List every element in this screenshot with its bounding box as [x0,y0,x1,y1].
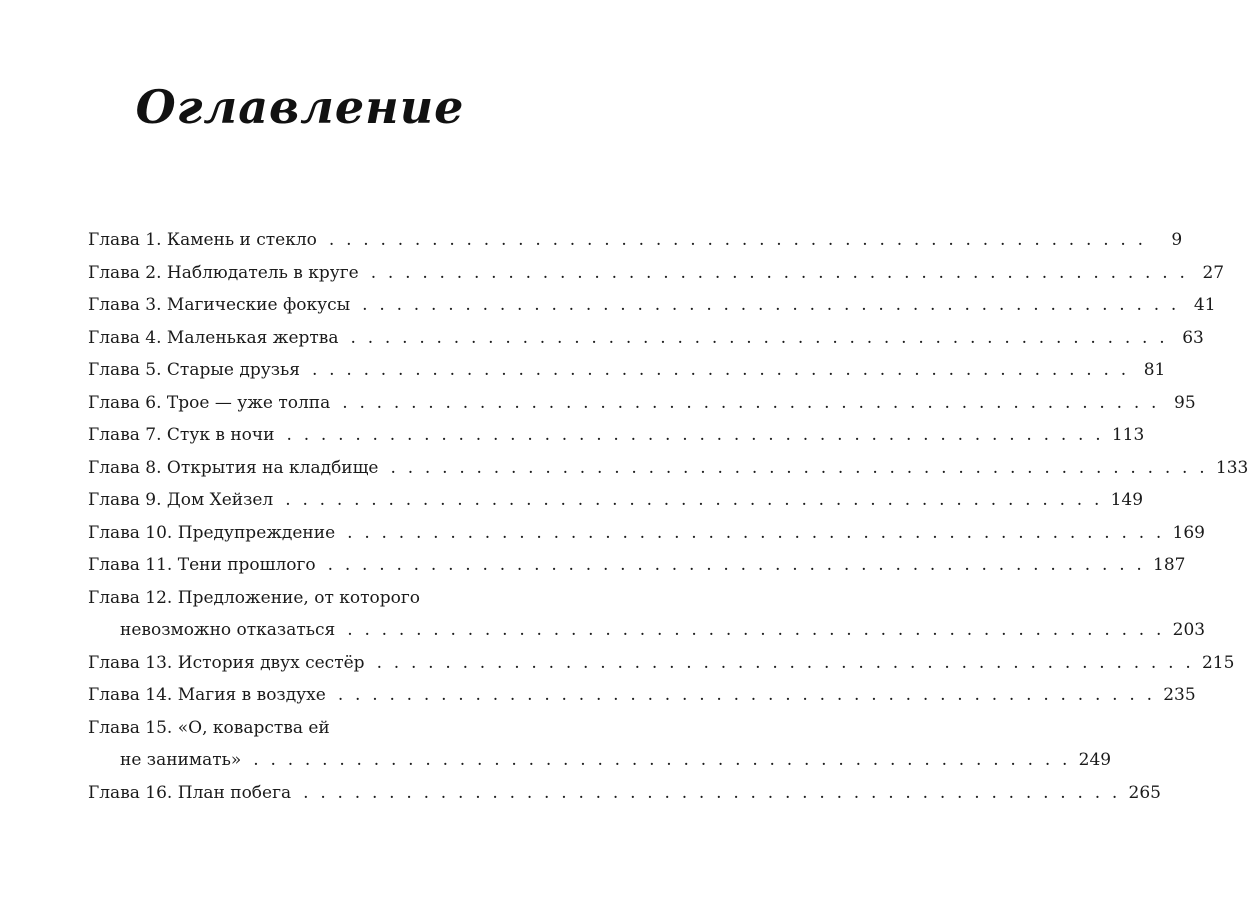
page-number: 81 [1143,360,1166,380]
toc-entry [88,647,1235,680]
page-title: Оглавление [135,80,465,134]
dot-leader: . . . . . . . . . . . . . . . . . . . . . . . . . . . . . . . . . . . . . . . . . . . . . . . . [337,685,1156,705]
page-number: 133 [1215,457,1248,478]
page-number: 113 [1111,425,1145,445]
page-number: 203 [1172,620,1206,640]
toc-entry [88,224,1183,257]
toc-entry [88,712,1112,777]
toc-line [88,419,1145,452]
toc-entry [88,354,1166,387]
toc-line [88,744,1112,777]
page-number: 149 [1110,490,1144,510]
toc-entry [88,582,1206,647]
dot-leader: . . . . . . . . . . . . . . . . . . . . . . . . . . . . . . . . . . . . . . . . . . . . . . . . [328,230,1147,250]
chapter-title: Глава 13. История двух сестёр [88,652,365,673]
toc-entry [88,257,1225,290]
page-number: 41 [1193,295,1216,315]
chapter-title: Глава 14. Магия в воздухе [88,685,326,705]
toc-entry [88,289,1216,322]
toc-line [88,224,1183,257]
toc-line [88,777,1161,810]
toc-line [88,647,1235,680]
toc-line [88,582,528,615]
dot-leader: . . . . . . . . . . . . . . . . . . . . . . . . . . . . . . . . . . . . . . . . . . . . . . . . [347,522,1165,543]
chapter-title: Глава 16. План побега [88,782,292,803]
toc-line [88,517,1205,550]
dot-leader: . . . . . . . . . . . . . . . . . . . . . . . . . . . . . . . . . . . . . . . . . . . . . . . . [362,295,1180,315]
dot-leader: . . . . . . . . . . . . . . . . . . . . . . . . . . . . . . . . . . . . . . . . . . . . . . . . [285,490,1103,510]
page-number: 187 [1153,555,1186,575]
toc-line [88,614,1206,647]
dot-leader: . . . . . . . . . . . . . . . . . . . . . . . . . . . . . . . . . . . . . . . . . . . . . . . . [311,360,1130,380]
toc-entry [88,322,1204,355]
toc-entry [88,517,1205,550]
chapter-title: Глава 2. Наблюдатель в круге [88,262,359,283]
toc-entry [88,679,1196,712]
page-number: 215 [1201,652,1235,673]
chapter-title: Глава 7. Стук в ночи [88,425,275,445]
toc-line [88,322,1204,355]
toc-line [88,712,528,745]
chapter-title: Глава 11. Тени прошлого [88,555,316,575]
chapter-title: Глава 3. Магические фокусы [88,295,351,315]
dot-leader: . . . . . . . . . . . . . . . . . . . . . . . . . . . . . . . . . . . . . . . . . . . . . . . . [253,750,1071,770]
table-of-contents [88,224,1248,809]
dot-leader: . . . . . . . . . . . . . . . . . . . . . . . . . . . . . . . . . . . . . . . . . . . . . . . . [370,262,1189,283]
toc-line [88,452,1248,485]
dot-leader: . . . . . . . . . . . . . . . . . . . . . . . . . . . . . . . . . . . . . . . . . . . . . . . . [327,555,1146,575]
dot-leader: . . . . . . . . . . . . . . . . . . . . . . . . . . . . . . . . . . . . . . . . . . . . . . . . [390,457,1208,478]
toc-entry [88,549,1186,582]
dot-leader: . . . . . . . . . . . . . . . . . . . . . . . . . . . . . . . . . . . . . . . . . . . . . . . . [303,782,1121,803]
toc-line [88,289,1216,322]
toc-line [88,257,1225,290]
page-number: 265 [1128,782,1161,803]
toc-line [88,549,1186,582]
toc-entry [88,777,1161,810]
chapter-title: Глава 12. Предложение, от которого [88,587,421,608]
chapter-title: невозможно отказаться [120,620,336,640]
chapter-title: не занимать» [120,750,242,770]
chapter-title: Глава 6. Трое — уже толпа [88,392,331,413]
chapter-title: Глава 4. Маленькая жертва [88,327,339,348]
page-number: 63 [1182,327,1204,348]
dot-leader: . . . . . . . . . . . . . . . . . . . . . . . . . . . . . . . . . . . . . . . . . . . . . . . . [350,327,1168,348]
toc-line [88,387,1196,420]
toc-entry [88,387,1196,420]
page-number: 249 [1078,750,1112,770]
toc-line [88,354,1166,387]
toc-entry [88,452,1248,485]
toc-line [88,679,1196,712]
page-number: 27 [1202,262,1225,283]
dot-leader: . . . . . . . . . . . . . . . . . . . . . . . . . . . . . . . . . . . . . . . . . . . . . . . . [342,392,1160,413]
chapter-title: Глава 15. «О, коварства ей [88,717,330,738]
toc-entry [88,484,1144,517]
chapter-title: Глава 9. Дом Хейзел [88,490,274,510]
page-number: 9 [1171,230,1183,250]
dot-leader: . . . . . . . . . . . . . . . . . . . . . . . . . . . . . . . . . . . . . . . . . . . . . . . . [347,620,1165,640]
page-number: 235 [1163,685,1196,705]
chapter-title: Глава 10. Предупреждение [88,522,336,543]
toc-line [88,484,1144,517]
toc-entry [88,419,1145,452]
chapter-title: Глава 5. Старые друзья [88,360,300,380]
dot-leader: . . . . . . . . . . . . . . . . . . . . . . . . . . . . . . . . . . . . . . . . . . . . . . . . [376,652,1194,673]
chapter-title: Глава 8. Открытия на кладбище [88,457,379,478]
page-number: 95 [1174,392,1196,413]
page-number: 169 [1172,522,1205,543]
chapter-title: Глава 1. Камень и стекло [88,230,317,250]
dot-leader: . . . . . . . . . . . . . . . . . . . . . . . . . . . . . . . . . . . . . . . . . . . . . . . . [286,425,1104,445]
